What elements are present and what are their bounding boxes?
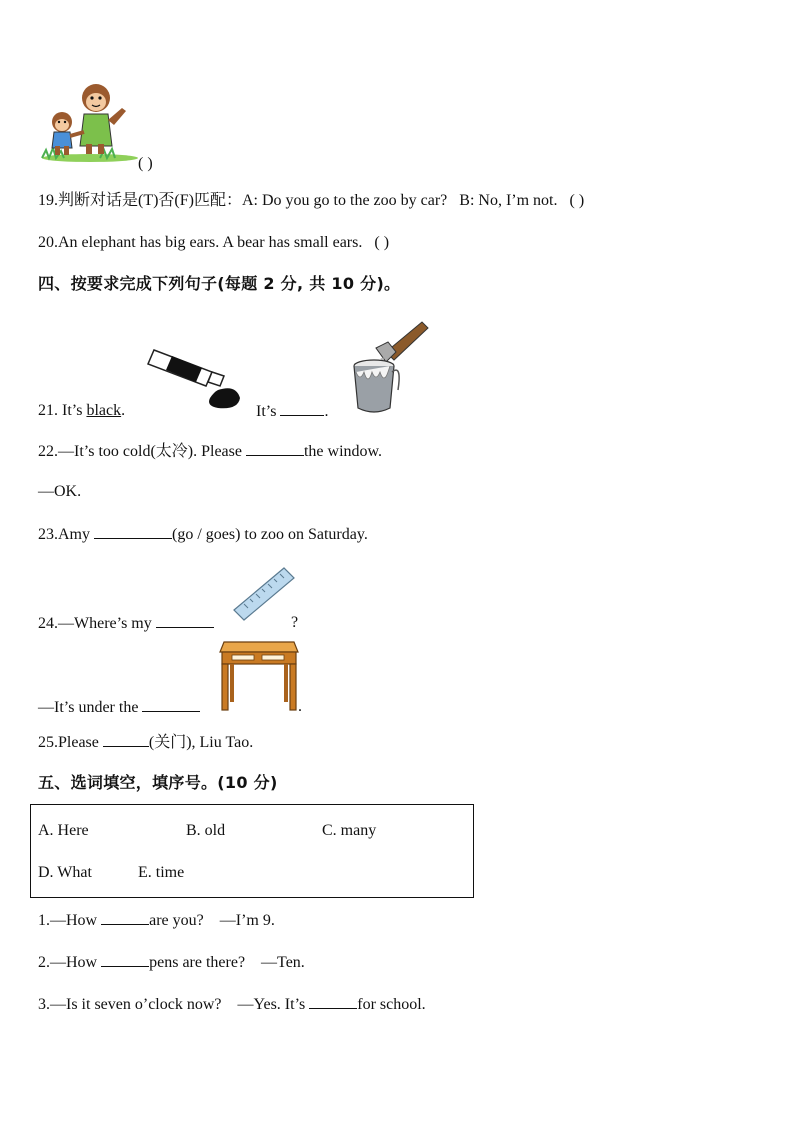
q25-suffix: (关门), Liu Tao. (148, 734, 254, 751)
q22-prefix: 22.—It’s too cold(太冷). Please (38, 443, 242, 460)
q23-blank[interactable] (94, 524, 172, 539)
q20-line (38, 233, 389, 253)
q24-blank[interactable] (156, 613, 214, 628)
q23-suffix: (go / goes) to zoo on Saturday. (172, 526, 368, 543)
q19-line (38, 191, 584, 211)
q21-blank[interactable] (280, 401, 324, 416)
q25-line (38, 732, 253, 753)
q23-line (38, 524, 368, 545)
desk-icon (218, 640, 300, 712)
s5-q1-blank[interactable] (101, 910, 149, 925)
option-d: D. What (38, 864, 92, 881)
s5-q2-answer: —Ten. (261, 954, 305, 971)
q19-dialog-b: B: No, I’m not. (459, 192, 558, 209)
s5-q3-answer-suffix: for school. (357, 996, 426, 1013)
paint-tube-icon (150, 344, 250, 414)
s5-q3-question: 3.—Is it seven o’clock now? (38, 996, 222, 1013)
q20-text: 20.An elephant has big ears. A bear has small ears. (38, 234, 363, 251)
q20-answer-paren[interactable]: ( ) (374, 234, 390, 251)
q25-prefix: 25.Please (38, 734, 99, 751)
s5-q1-prefix: 1.—How (38, 912, 98, 929)
s5-q3-blank[interactable] (309, 994, 357, 1009)
q25-blank[interactable] (103, 732, 149, 747)
q23-prefix: 23.Amy (38, 526, 90, 543)
ruler-icon (232, 566, 296, 624)
q21-dot: . (121, 402, 126, 419)
q24-prefix: 24.—Where’s my (38, 615, 152, 632)
s5-q3-answer-prefix: —Yes. It’s (237, 996, 306, 1013)
option-b: B. old (186, 822, 226, 839)
s5-q2-blank[interactable] (101, 952, 149, 967)
q18-answer-paren[interactable]: ( ) (138, 155, 153, 172)
q24-answer-blank[interactable] (142, 697, 200, 712)
q22-line2: —OK. (38, 483, 82, 500)
option-e: E. time (138, 864, 185, 881)
q19-answer-paren[interactable]: ( ) (569, 192, 585, 209)
q21-word-black: black (86, 402, 122, 419)
q24-end: . (298, 698, 302, 715)
s5-q2-suffix: pens are there? (149, 954, 246, 971)
s5-q2-line (38, 952, 305, 973)
q21-its: It’s (62, 402, 83, 419)
q21-line (38, 401, 125, 421)
q21-number: 21. (38, 402, 58, 419)
option-a: A. Here (38, 822, 89, 839)
q22-line1 (38, 441, 382, 462)
monkeys-illustration (40, 80, 140, 162)
q19-number: 19. (38, 192, 58, 209)
q21-answer-line (256, 401, 328, 422)
s5-q3-line (38, 994, 426, 1015)
q19-prefix: 判断对话是(T)否(F)匹配： (58, 192, 242, 209)
section5-title: 五、选词填空，填序号。(10 分) (38, 773, 278, 792)
paint-bucket-icon (346, 312, 436, 416)
q24-answer-prefix: —It’s under the (38, 699, 139, 716)
q21-its2: It’s (256, 403, 277, 420)
s5-q1-line (38, 910, 275, 931)
q19-dialog-a: A: Do you go to the zoo by car? (242, 192, 448, 209)
s5-q1-answer: —I’m 9. (219, 912, 275, 929)
q22-suffix: the window. (303, 443, 383, 460)
word-bank-box (30, 804, 474, 898)
q24-answer-line (38, 697, 200, 718)
section4-title: 四、按要求完成下列句子(每题 2 分, 共 10 分)。 (38, 274, 401, 293)
s5-q2-prefix: 2.—How (38, 954, 98, 971)
q22-blank[interactable] (246, 441, 304, 456)
s5-q1-suffix: are you? (149, 912, 204, 929)
q24-qmark: ? (291, 614, 299, 631)
option-c: C. many (322, 822, 377, 839)
q24-line (38, 613, 214, 634)
q21-end: . (324, 403, 329, 420)
